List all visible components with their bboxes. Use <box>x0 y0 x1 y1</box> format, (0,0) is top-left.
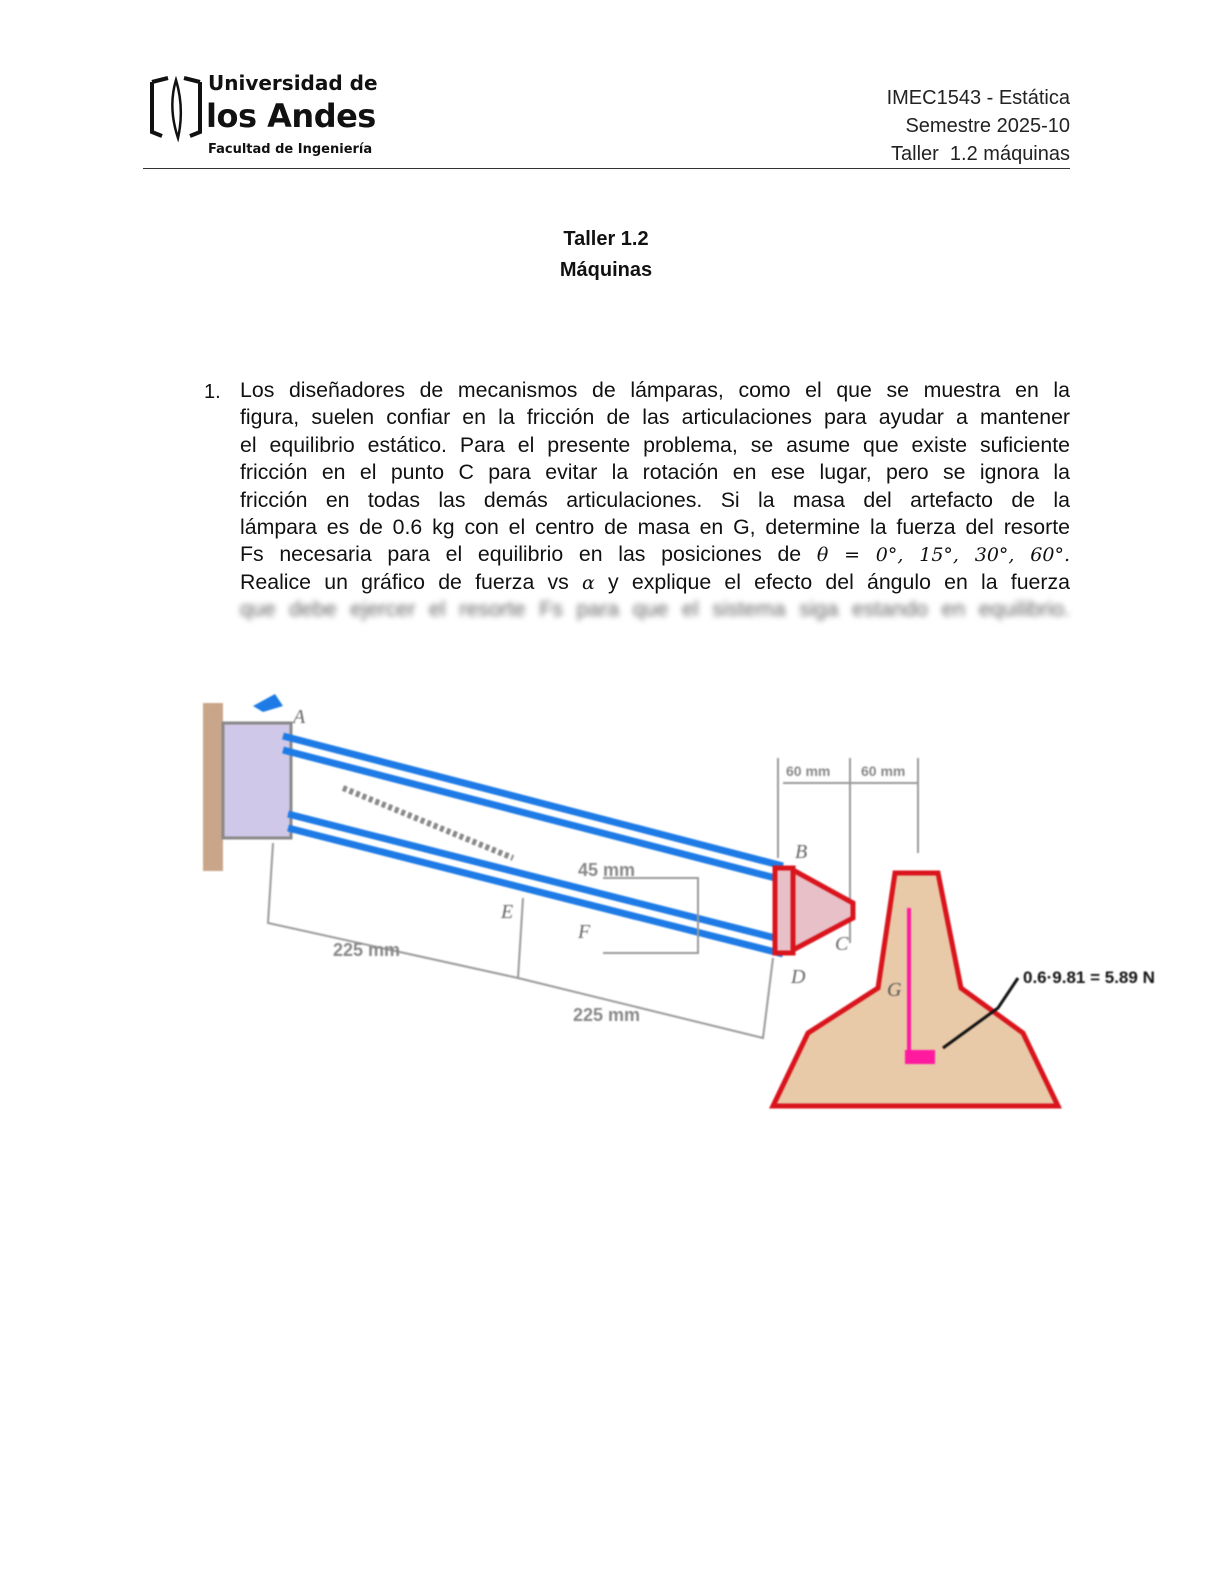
text-line <box>240 541 1070 568</box>
doc-title: Taller 1.2 <box>563 228 649 250</box>
wall-bracket <box>223 723 291 838</box>
lower-link <box>288 814 783 954</box>
logo-line1: Universidad de <box>208 71 378 95</box>
label-b: B <box>795 841 808 863</box>
text-line: fricción en todas las demás articulaciones. Si la masa del artefacto de la <box>240 487 1070 512</box>
label-g: G <box>887 979 902 1001</box>
header-rule <box>143 168 1070 169</box>
upper-link <box>283 736 783 880</box>
lamp-mechanism-figure <box>183 678 1213 1118</box>
logo-emblem-icon <box>148 76 204 142</box>
text-line: figura, suelen confiar en la fricción de las articulaciones para ayudar a mantener <box>240 405 1070 430</box>
label-c: C <box>835 933 849 955</box>
text-segment: Fs necesaria para el equilibrio en las posiciones de <box>240 542 802 567</box>
logo-line3: Facultad de Ingeniería <box>208 142 373 157</box>
dim-225-lower: 225 mm <box>573 1005 641 1025</box>
logo-line2: los Andes <box>206 97 376 135</box>
label-e: E <box>501 901 514 923</box>
spring-arrow-icon <box>253 694 283 712</box>
text-line: Los diseñadores de mecanismos de lámparas, como el que se muestra en la <box>240 378 1070 402</box>
blurred-text-line: que debe ejercer el resorte Fs para que el sistema siga estando en equilibrio. <box>240 597 1070 622</box>
header-info <box>887 84 1070 168</box>
text-segment: y explique el efecto del ángulo en la fuerza <box>608 569 1070 594</box>
text-line: lámpara es de 0.6 kg con el centro de masa en G, determine la fuerza del resorte <box>240 514 1070 539</box>
dim-45: 45 mm <box>578 860 636 880</box>
text-line: fricción en el punto C para evitar la rotación en ese lugar, pero se ignora la <box>240 460 1070 485</box>
university-logo <box>148 71 378 164</box>
theta-values: θ = 0°, 15°, 30°, 60°. <box>816 544 1070 567</box>
alpha-symbol: α <box>581 571 595 594</box>
text-segment: Realice un gráfico de fuerza vs <box>240 569 569 594</box>
semester: Semestre 2025-10 <box>905 115 1070 137</box>
label-a: A <box>293 706 306 728</box>
dim-top-1: 60 mm <box>786 763 831 779</box>
course-code: IMEC1543 - Estática <box>886 87 1070 109</box>
label-d: D <box>791 966 806 988</box>
text-line: el equilibrio estático. Para el presente problema, se asume que existe suficiente <box>240 432 1070 457</box>
wall <box>203 703 223 871</box>
dim-225-upper: 225 mm <box>333 940 401 960</box>
assignment: Taller 1.2 máquinas <box>891 143 1070 165</box>
weight-label-box <box>905 1050 935 1064</box>
problem-text <box>240 377 1070 624</box>
doc-subtitle: Máquinas <box>559 259 653 281</box>
weight-value: 0.6·9.81 = 5.89 N <box>1023 968 1155 987</box>
text-line <box>240 569 1070 596</box>
label-f: F <box>578 921 591 943</box>
dim-top-2: 60 mm <box>861 763 906 779</box>
problem-number: 1. <box>204 381 221 403</box>
